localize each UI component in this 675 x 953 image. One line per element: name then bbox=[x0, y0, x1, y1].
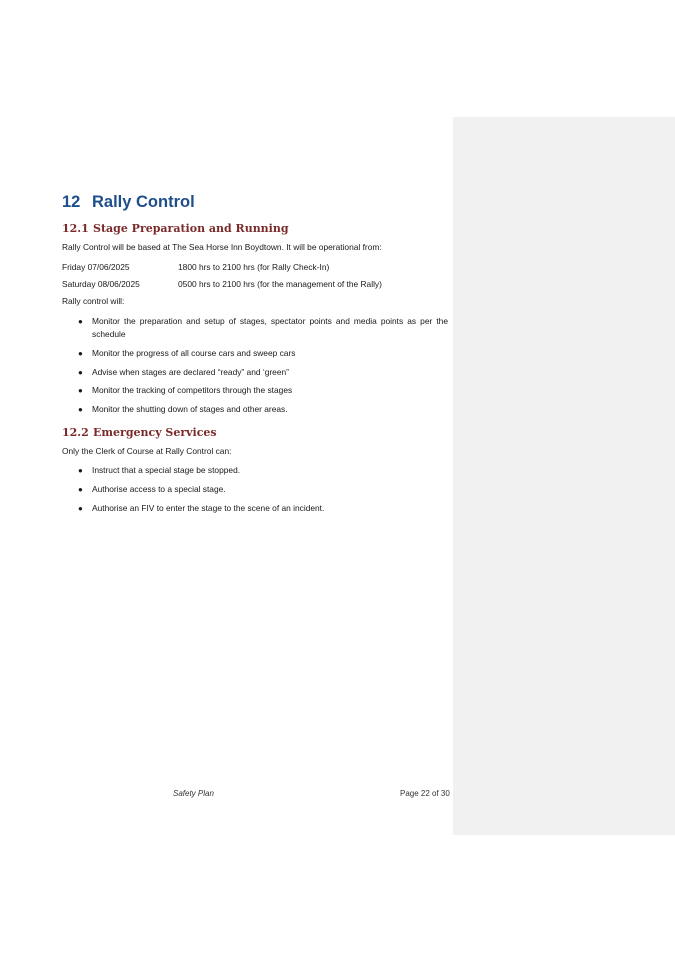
intro-paragraph: Rally Control will be based at The Sea Horse Inn Boydtown. It will be operational from: bbox=[62, 242, 382, 252]
subsection-title-1: Stage Preparation and Running bbox=[93, 222, 289, 235]
bullet-icon: ● bbox=[78, 349, 83, 358]
list-item-text: Monitor the shutting down of stages and other areas. bbox=[92, 404, 288, 414]
section-heading bbox=[62, 193, 195, 212]
schedule-day: Friday 07/06/2025 bbox=[62, 262, 130, 272]
subsection-heading-1 bbox=[62, 222, 289, 235]
bullet-icon: ● bbox=[78, 466, 83, 475]
bullet-icon: ● bbox=[78, 317, 83, 326]
rally-control-lead: Rally control will: bbox=[62, 296, 125, 306]
list-item-text: Authorise access to a special stage. bbox=[92, 484, 226, 494]
list-item-text: Monitor the progress of all course cars and sweep cars bbox=[92, 348, 296, 358]
footer-page-number: Page 22 of 30 bbox=[400, 789, 450, 798]
subsection-number-2: 12.2 bbox=[62, 426, 89, 439]
bullet-icon: ● bbox=[78, 504, 83, 513]
subsection-heading-2 bbox=[62, 426, 217, 439]
section-number: 12 bbox=[62, 193, 81, 211]
section-title: Rally Control bbox=[92, 193, 195, 211]
comment-margin-pane bbox=[453, 117, 675, 835]
list-item-text: Monitor the preparation and setup of stages, spectator points and media points as per the schedule bbox=[92, 316, 448, 339]
list-item bbox=[62, 315, 448, 341]
emergency-lead: Only the Clerk of Course at Rally Control can: bbox=[62, 446, 232, 456]
schedule-row-saturday bbox=[62, 279, 382, 289]
list-item-text: Instruct that a special stage be stopped. bbox=[92, 465, 241, 475]
bullet-icon: ● bbox=[78, 485, 83, 494]
schedule-row-friday bbox=[62, 262, 329, 272]
subsection-title-2: Emergency Services bbox=[93, 426, 217, 439]
bullet-icon: ● bbox=[78, 386, 83, 395]
schedule-hours: 0500 hrs to 2100 hrs (for the management of the Rally) bbox=[178, 279, 382, 289]
list-item-text: Authorise an FIV to enter the stage to the scene of an incident. bbox=[92, 503, 325, 513]
schedule-day: Saturday 08/06/2025 bbox=[62, 279, 140, 289]
bullet-icon: ● bbox=[78, 368, 83, 377]
list-item-text: Advise when stages are declared “ready” and ‘green” bbox=[92, 367, 289, 377]
bullet-icon: ● bbox=[78, 405, 83, 414]
subsection-number-1: 12.1 bbox=[62, 222, 89, 235]
schedule-hours: 1800 hrs to 2100 hrs (for Rally Check-In) bbox=[178, 262, 330, 272]
footer-document-title: Safety Plan bbox=[173, 789, 214, 798]
list-item-text: Monitor the tracking of competitors through the stages bbox=[92, 385, 293, 395]
